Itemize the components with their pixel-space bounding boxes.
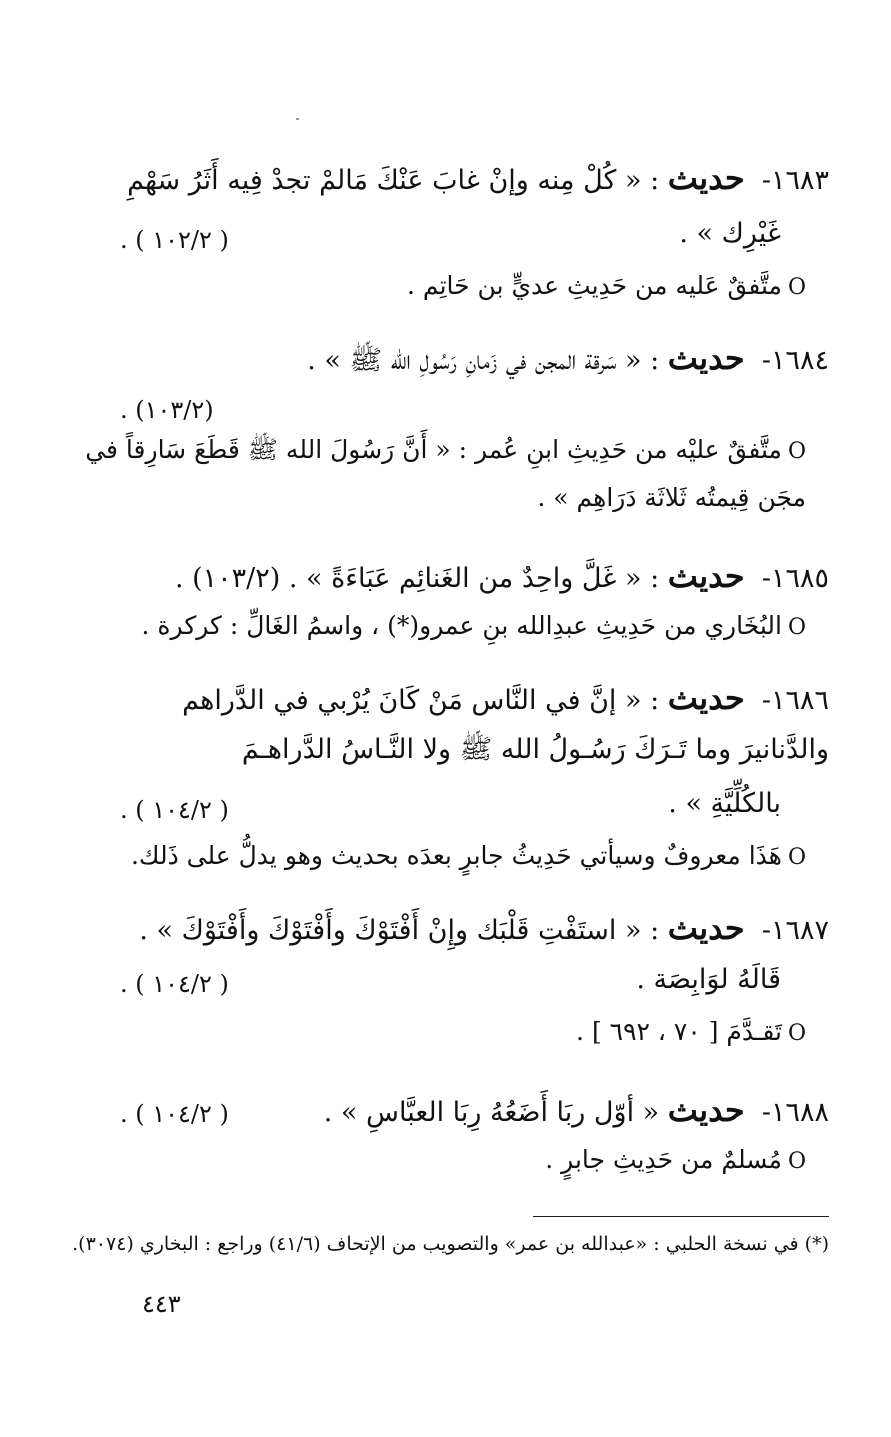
entry-number: ١٦٨٥- [761, 563, 829, 594]
entry-number: ١٦٨٤- [761, 345, 829, 376]
bullet-circle-icon: O [787, 1021, 806, 1046]
bullet-circle-icon: O [787, 439, 806, 464]
entry-text: : « غَلَّ واحِدٌ من الغَنائِم عَبَاءَةً » . (١٠٣/٢) . [174, 563, 660, 594]
note-text: هَذَا معروفٌ وسيأتي حَدِيثُ جابرٍ بعدَه بحديث وهو يدلُّ على ذَلك. [130, 841, 782, 870]
page-number: ٤٤٣ [142, 1290, 181, 1318]
entry-1683-reference: ( ١٠٢/٢ ) . [120, 226, 229, 254]
note-text: متَّفقٌ عليْه من حَدِيثِ ابنِ عُمر : « أَنَّ رَسُولَ الله ﷺ قَطَعَ سَارِقاً في [85, 435, 782, 464]
entry-1686-reference: ( ١٠٤/٢ ) . [120, 796, 229, 824]
footnote: (*) في نسخة الحلبي : «عبدالله بن عمر» والتصويب من الإتحاف (٤١/٦) وراجع : البخاري (٣٠٧٤). [72, 1233, 829, 1255]
entry-1684-note [85, 430, 806, 470]
note-text: مُسلمٌ من حَدِيثِ جابرٍ . [545, 1145, 782, 1174]
entry-1688-reference: ( ١٠٤/٢ ) . [120, 1100, 229, 1128]
bullet-circle-icon: O [787, 845, 806, 870]
entry-1684-reference: (١٠٣/٢) . [120, 396, 214, 424]
entry-1685-line-1 [120, 556, 829, 596]
entry-number: ١٦٨٣- [761, 165, 829, 196]
hadith-keyword: حديث [667, 1091, 745, 1129]
entry-continuation-2: بالكُلِّيَّةِ » . [668, 788, 781, 819]
hadith-keyword: حديث [667, 159, 745, 197]
note-text: متَّفقٌ عَليه من حَدِيثِ عديٍّ بن حَاتِم . [407, 271, 782, 300]
entry-1683-note [120, 266, 806, 306]
entry-1687-reference: ( ١٠٤/٢ ) . [120, 970, 229, 998]
bullet-circle-icon: O [787, 1149, 806, 1174]
entry-number: ١٦٨٦- [761, 685, 829, 716]
entry-1686-line-2 [120, 730, 829, 770]
entry-text: « أوّل ربَا أَضَعُهُ رِبَا العبَّاسِ » . [323, 1097, 660, 1128]
bullet-circle-icon: O [787, 615, 806, 640]
entry-text: : « سَرقة المجن في زَمانِ رَسُولِ الله ﷺ » . [307, 345, 660, 376]
entry-1686-line-1 [120, 678, 829, 718]
entry-text: : « كُلْ مِنه وإنْ غابَ عَنْكَ مَالمْ تجدْ فِيه أَثَرُ سَهْمِ [127, 165, 660, 196]
entry-text: : « استَفْتِ قَلْبَك وإِنْ أَفْتَوْكَ وأَفْتَوْكَ وأَفْتَوْكَ » . [139, 915, 660, 946]
hadith-keyword: حديث [667, 339, 745, 377]
footnote-divider [533, 1216, 829, 1217]
bullet-circle-icon: O [787, 275, 806, 300]
hadith-keyword: حديث [667, 909, 745, 947]
entry-1688-line-1 [323, 1090, 829, 1130]
entry-number: ١٦٨٨- [761, 1097, 829, 1128]
entry-continuation: غَيْرِك » . [679, 218, 781, 249]
entry-number: ١٦٨٧- [761, 915, 829, 946]
entry-1687-line-1 [120, 908, 829, 948]
scan-speck [296, 118, 299, 120]
hadith-keyword: حديث [667, 679, 745, 717]
entry-text: : « إنَّ في النَّاس مَنْ كَانَ يُرْبي في الدَّراهم [182, 685, 660, 716]
entry-1684-line-1 [120, 338, 829, 378]
note-text: تَقـدَّمَ [ ٧٠ ، ٦٩٢ ] . [576, 1017, 782, 1046]
entry-continuation: والدَّنانيرَ وما تَـرَكَ رَسُـولُ الله ﷺ ولا النَّـاسُ الدَّراهـمَ [241, 734, 829, 765]
entry-continuation: قَالَهُ لوَابِصَة . [636, 964, 781, 995]
entry-1684-note-cont [120, 478, 806, 518]
entry-1686-note [120, 836, 806, 876]
note-text: البُخَاري من حَدِيثِ عبدِالله بنِ عمرو(*) ، واسمُ الغَالِّ : كركرة . [141, 611, 782, 640]
hadith-keyword: حديث [667, 557, 745, 595]
entry-1683-line-1 [120, 158, 829, 198]
entry-1685-note [120, 606, 806, 646]
entry-1688-note [120, 1140, 806, 1180]
note-continuation: مجَن قِيمتُه ثَلاثَة دَرَاهِم » . [537, 483, 806, 512]
entry-1687-note [120, 1012, 806, 1052]
